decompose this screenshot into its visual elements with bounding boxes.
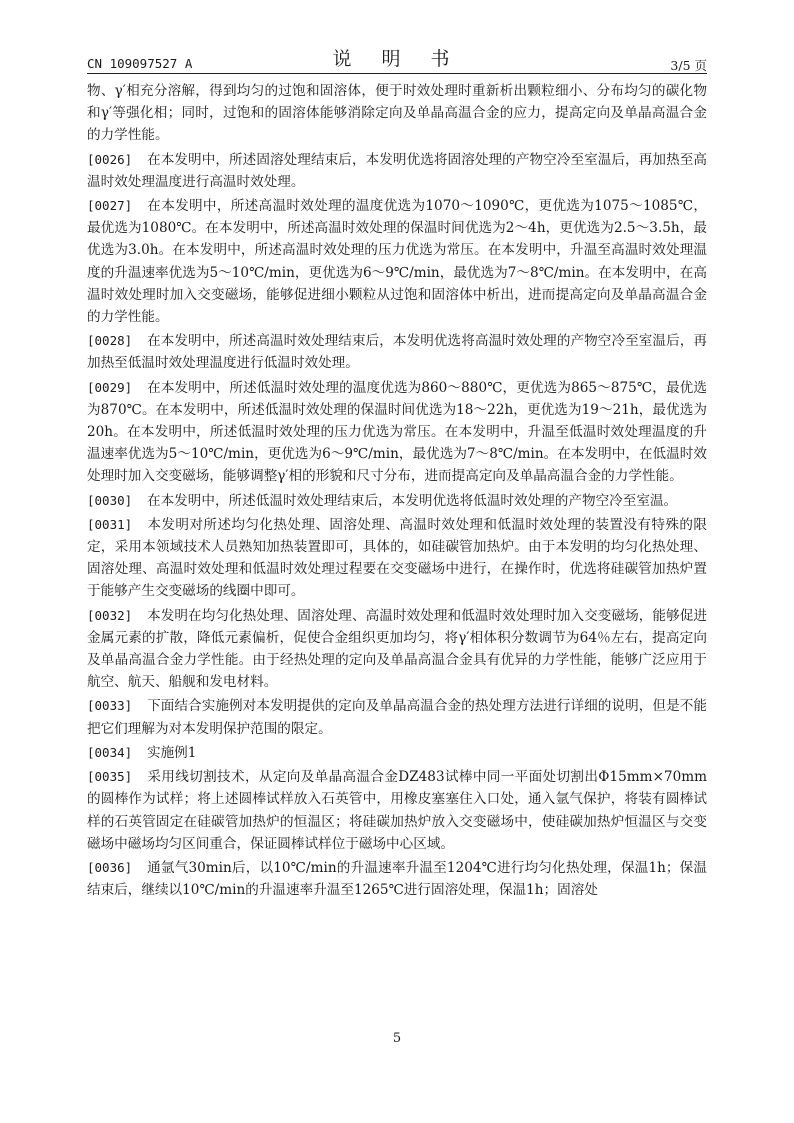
document-body — [87, 80, 707, 903]
paragraph-0036 — [87, 857, 707, 901]
paragraph-0029 — [87, 377, 707, 488]
paragraph-number: [0031] — [87, 516, 133, 532]
paragraph-text: 在本发明中，所述低温时效处理结束后，本发明优选将低温时效处理的产物空冷至室温。 — [147, 492, 678, 509]
paragraph-text: 物、γ′相充分溶解，得到均匀的过饱和固溶体，便于时效处理时重新析出颗粒细小、分布均匀的碳化物和γ′等强化相；同时，过饱和的固溶体能够消除定向及单晶高温合金的应力，提高定向及单晶高温合金的力学性能。 — [87, 83, 707, 144]
document-title: 说 明 书 — [332, 48, 462, 70]
paragraph-0030 — [87, 490, 707, 512]
patent-number: CN 109097527 A — [87, 56, 193, 71]
paragraph-text: 在本发明中，所述高温时效处理结束后，本发明优选将高温时效处理的产物空冷至室温后，再加热至低温时效处理温度进行低温时效处理。 — [87, 333, 707, 372]
paragraph-0031 — [87, 514, 707, 603]
paragraph-text: 在本发明中，所述固溶处理结束后，本发明优选将固溶处理的产物空冷至室温后，再加热至高温时效处理温度进行高温时效处理。 — [87, 151, 707, 190]
paragraph-number: [0028] — [87, 333, 133, 349]
paragraph-0032 — [87, 605, 707, 694]
paragraph-0028 — [87, 330, 707, 374]
paragraph-text: 采用线切割技术，从定向及单晶高温合金DZ483试棒中同一平面处切割出Φ15mm×70mm的圆棒作为试样；将上述圆棒试样放入石英管中，用橡皮塞塞住入口处，通入氩气保护，将装有圆棒试样的石英管固定在硅碳管加热炉的恒温区；将硅碳加热炉放入交变磁场中，使硅碳加热炉恒温区与交变磁场中磁场均匀区间重合，保证圆棒试样位于磁场中心区域。 — [87, 769, 707, 852]
paragraph-number: [0027] — [87, 198, 133, 214]
paragraph-0034 — [87, 742, 707, 764]
paragraph-number: [0035] — [87, 769, 133, 785]
paragraph-text: 本发明对所述均匀化热处理、固溶处理、高温时效处理和低温时效处理的装置没有特殊的限定，采用本领域技术人员熟知加热装置即可，具体的，如硅碳管加热炉。由于本发明的均匀化热处理、固溶处理、高温时效处理和低温时效处理过程要在交变磁场中进行，在操作时，优选将硅碳管加热炉置于能够产生交变磁场的线圈中即可。 — [87, 516, 707, 600]
paragraph-continuation — [87, 80, 707, 147]
paragraph-number: [0029] — [87, 379, 133, 395]
paragraph-text: 本发明在均匀化热处理、固溶处理、高温时效处理和低温时效处理时加入交变磁场，能够促进金属元素的扩散，降低元素偏析，促使合金组织更加均匀，将γ′相体积分数调节为64％左右，提高定向及单晶高温合金力学性能。由于经热处理的定向及单晶高温合金具有优异的力学性能，能够广泛应用于航空、航天、船舰和发电材料。 — [87, 607, 707, 691]
paragraph-0027 — [87, 195, 707, 328]
paragraph-number: [0030] — [87, 492, 133, 508]
page-indicator: 3/5 页 — [670, 58, 707, 73]
header-rule — [87, 73, 707, 74]
paragraph-0033 — [87, 695, 707, 739]
paragraph-text: 下面结合实施例对本发明提供的定向及单晶高温合金的热处理方法进行详细的说明，但是不能把它们理解为对本发明保护范围的限定。 — [87, 698, 707, 737]
paragraph-number: [0034] — [87, 744, 133, 760]
paragraph-number: [0036] — [87, 859, 133, 875]
page-number: 5 — [392, 1031, 402, 1046]
paragraph-text: 通氩气30min后，以10℃/min的升温速率升温至1204℃进行均匀化热处理，保温1h；保温结束后，继续以10℃/min的升温速率升温至1265℃进行固溶处理，保温1h；固溶处 — [87, 859, 707, 899]
paragraph-text: 在本发明中，所述高温时效处理的温度优选为1070～1090℃，更优选为1075～1085℃，最优选为1080℃。在本发明中，所述高温时效处理的保温时间优选为2～4h，更优选为2.5～3.5h，最优选为3.0h。在本发明中，所述高温时效处理的压力优选为常压。在本发明中，升温至高温时效处理温度的升温速率优选为5～10℃/min，更优选为6～9℃/min，最优选为7～8℃/min。在本发明中，在高温时效处理时加入交变磁场，能够促进细小颗粒从过饱和固溶体中析出，进而提高定向及单晶高温合金的力学性能。 — [87, 198, 707, 326]
paragraph-number: [0026] — [87, 151, 133, 167]
paragraph-number: [0033] — [87, 698, 133, 714]
paragraph-number: [0032] — [87, 607, 133, 623]
paragraph-text: 实施例1 — [147, 744, 197, 761]
paragraph-0026 — [87, 149, 707, 193]
page-header — [87, 44, 707, 74]
paragraph-text: 在本发明中，所述低温时效处理的温度优选为860～880℃，更优选为865～875℃，最优选为870℃。在本发明中，所述低温时效处理的保温时间优选为18～22h，更优选为19～21h，最优选为20h。在本发明中，所述低温时效处理的压力优选为常压。在本发明中，升温至低温时效处理温度的升温速率优选为5～10℃/min，更优选为6～9℃/min，最优选为7～8℃/min。在本发明中，在低温时效处理时加入交变磁场，能够调整γ′相的形貌和尺寸分布，进而提高定向及单晶高温合金的力学性能。 — [87, 379, 707, 485]
paragraph-0035 — [87, 766, 707, 855]
